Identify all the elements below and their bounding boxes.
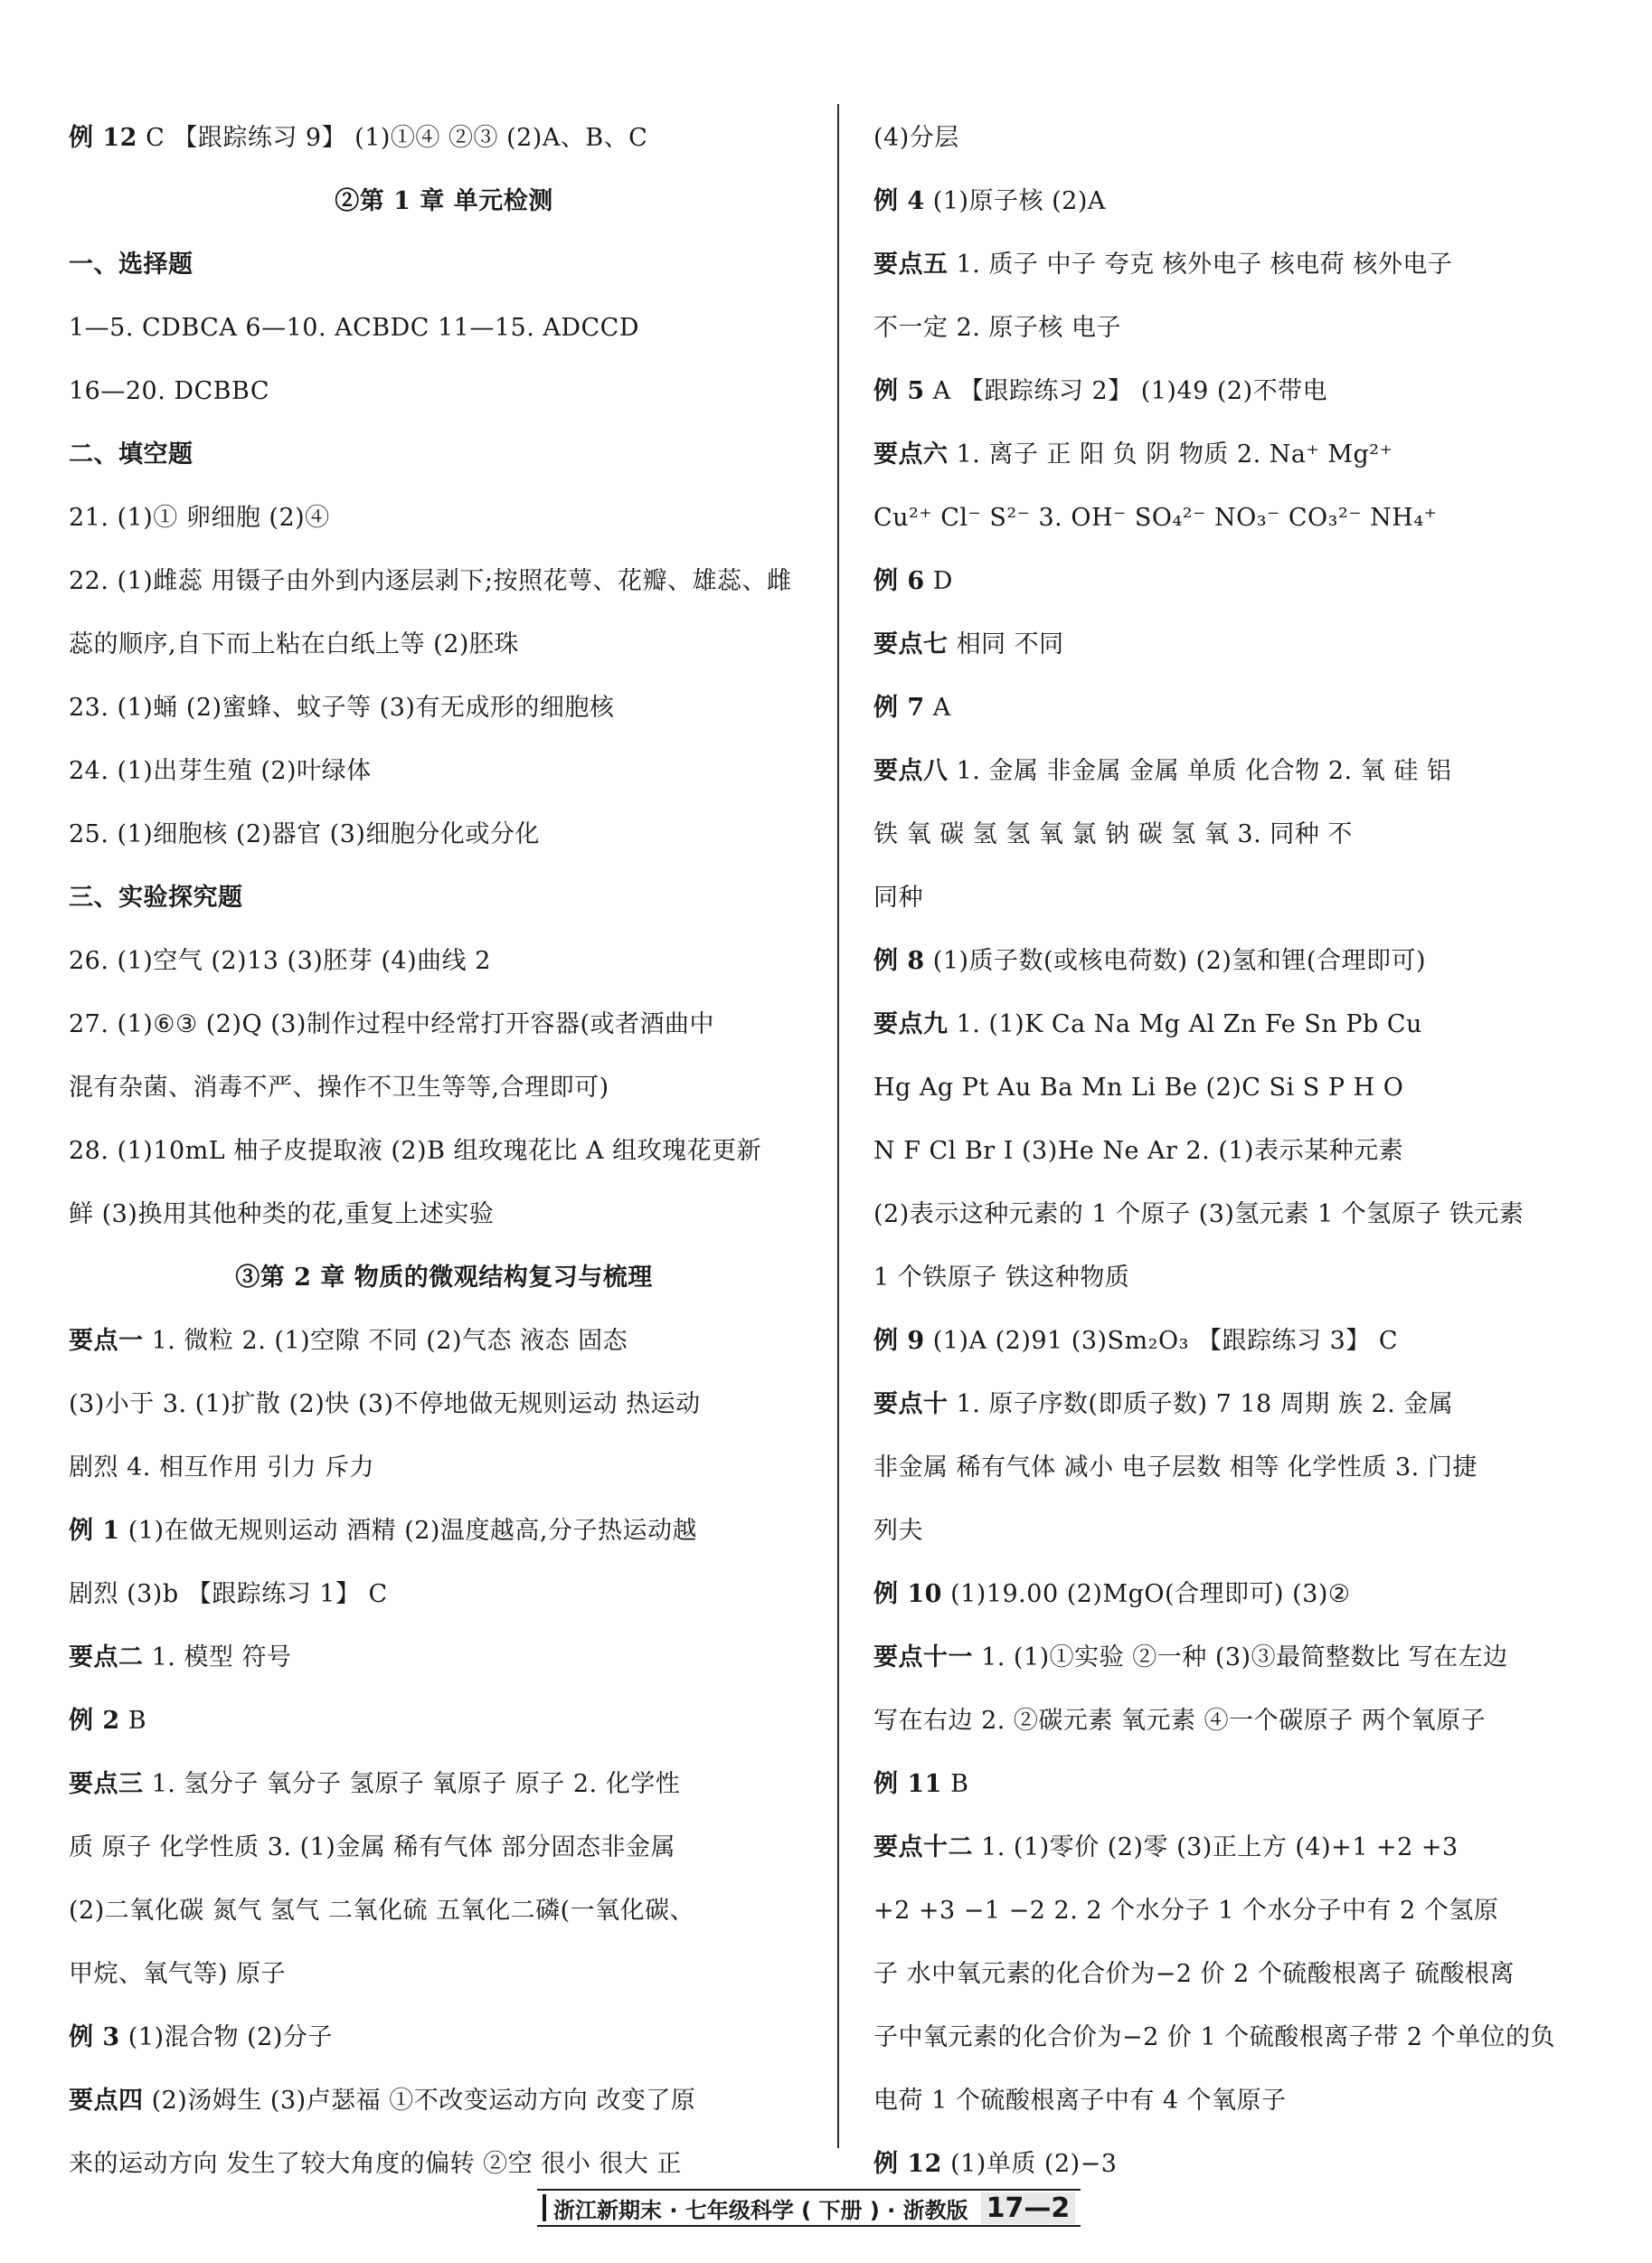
- answer-line: [69, 423, 819, 487]
- answer-line: [69, 107, 819, 170]
- answer-text: 子中氧元素的化合价为−2 价 1 个硫酸根离子带 2 个单位的负: [873, 2023, 1556, 2051]
- answer-line: [69, 1436, 819, 1500]
- answer-text: (1)混合物 (2)分子: [127, 2023, 333, 2051]
- answer-line: [873, 1943, 1597, 2006]
- answer-text: A: [932, 694, 951, 722]
- answer-line: [873, 1690, 1597, 1753]
- answer-text: 21. (1)① 卵细胞 (2)④: [69, 504, 330, 532]
- answer-text: B: [950, 1770, 969, 1798]
- answer-label: 要点二: [69, 1643, 144, 1671]
- answer-text: B: [127, 1707, 147, 1735]
- answer-text: 1. 离子 正 阳 负 阴 物质 2. Na⁺ Mg²⁺: [956, 440, 1393, 469]
- answer-text: (1)质子数(或核电荷数) (2)氢和锂(合理即可): [932, 947, 1426, 975]
- answer-line: [873, 1753, 1597, 1816]
- answer-line: [69, 1310, 819, 1373]
- answer-line: [873, 233, 1597, 297]
- answer-label: 要点五: [873, 251, 949, 279]
- answer-text: 子 水中氧元素的化合价为−2 价 2 个硫酸根离子 硫酸根离: [873, 1960, 1515, 1988]
- answer-text: 24. (1)出芽生殖 (2)叶绿体: [69, 757, 372, 785]
- answer-text: ③第 2 章 物质的微观结构复习与梳理: [235, 1264, 653, 1292]
- answer-line: [69, 930, 819, 993]
- answer-line: [69, 1373, 819, 1436]
- right-column: [873, 107, 1597, 2196]
- answer-line: [69, 2133, 819, 2196]
- answer-text: 电荷 1 个硫酸根离子中有 4 个氧原子: [873, 2087, 1287, 2115]
- page-footer: [537, 2189, 1081, 2227]
- answer-text: 1. (1)①实验 ②一种 (3)③最简整数比 写在左边: [981, 1643, 1508, 1671]
- answer-label: 要点六: [873, 440, 949, 469]
- answer-label: 例 7: [873, 694, 925, 722]
- answer-text: 写在右边 2. ②碳元素 氧元素 ④一个碳原子 两个氧原子: [873, 1707, 1487, 1735]
- answer-line: [69, 1563, 819, 1626]
- answer-text: 铁 氧 碳 氢 氢 氧 氯 钠 碳 氢 氧 3. 同种 不: [873, 820, 1353, 848]
- answer-text: C 【跟踪练习 9】 (1)①④ ②③ (2)A、B、C: [146, 124, 648, 152]
- answer-label: 例 2: [69, 1707, 120, 1735]
- answer-line: [69, 233, 819, 297]
- answer-line: [873, 170, 1597, 233]
- answer-text: Hg Ag Pt Au Ba Mn Li Be (2)C Si S P H O: [873, 1074, 1404, 1102]
- answer-line: [873, 930, 1597, 993]
- answer-line: [873, 360, 1597, 423]
- answer-text: +2 +3 −1 −2 2. 2 个水分子 1 个水分子中有 2 个氢原: [873, 1897, 1499, 1925]
- answer-line: [69, 866, 819, 930]
- answer-line: [69, 360, 819, 423]
- answer-text: 1. 质子 中子 夸克 核外电子 核电荷 核外电子: [956, 251, 1453, 279]
- answer-text: 混有杂菌、消毒不严、操作不卫生等等,合理即可): [69, 1074, 609, 1102]
- answer-line: [69, 1120, 819, 1183]
- answer-line: [873, 297, 1597, 360]
- answer-text: 质 原子 化学性质 3. (1)金属 稀有气体 部分固态非金属: [69, 1833, 676, 1861]
- answer-text: ②第 1 章 单元检测: [335, 187, 553, 215]
- answer-text: (3)小于 3. (1)扩散 (2)快 (3)不停地做无规则运动 热运动: [69, 1390, 701, 1418]
- answer-line: [873, 613, 1597, 677]
- answer-label: 例 12: [69, 124, 137, 152]
- answer-text: 剧烈 (3)b 【跟踪练习 1】 C: [69, 1580, 388, 1608]
- answer-text: 23. (1)蛹 (2)蜜蜂、蚊子等 (3)有无成形的细胞核: [69, 694, 615, 722]
- answer-text: (1)19.00 (2)MgO(合理即可) (3)②: [950, 1580, 1351, 1608]
- answer-line: [873, 2006, 1597, 2069]
- answer-line: [69, 2006, 819, 2069]
- answer-line: [69, 297, 819, 360]
- answer-text: (1)原子核 (2)A: [932, 187, 1106, 215]
- answer-text: 22. (1)雌蕊 用镊子由外到内逐层剥下;按照花萼、花瓣、雄蕊、雌: [69, 567, 792, 595]
- answer-label: 例 11: [873, 1770, 942, 1798]
- answer-line: [873, 740, 1597, 803]
- column-divider: [837, 104, 839, 2148]
- answer-label: 例 6: [873, 567, 925, 595]
- answer-line: [873, 677, 1597, 740]
- answer-line: [69, 1500, 819, 1563]
- answer-label: 要点一: [69, 1327, 144, 1355]
- answer-text: 1. (1)K Ca Na Mg Al Zn Fe Sn Pb Cu: [956, 1010, 1422, 1038]
- answer-line: [873, 1246, 1597, 1310]
- answer-label: 要点十二: [873, 1833, 973, 1861]
- answer-text: 三、实验探究题: [69, 884, 243, 912]
- answer-line: [69, 1246, 819, 1310]
- answer-text: (1)在做无规则运动 酒精 (2)温度越高,分子热运动越: [127, 1517, 698, 1545]
- answer-text: D: [932, 567, 953, 595]
- answer-line: [69, 613, 819, 677]
- answer-label: 要点十: [873, 1390, 949, 1418]
- answer-line: [69, 1880, 819, 1943]
- answer-text: 1. 微粒 2. (1)空隙 不同 (2)气态 液态 固态: [151, 1327, 628, 1355]
- answer-line: [69, 550, 819, 613]
- answer-line: [873, 423, 1597, 487]
- answer-text: 相同 不同: [956, 630, 1064, 658]
- answer-line: [69, 1690, 819, 1753]
- answer-line: [69, 803, 819, 866]
- answer-text: 二、填空题: [69, 440, 194, 469]
- footer-title: 浙江新期末 · 七年级科学 ( 下册 ) · 浙教版: [553, 2197, 968, 2223]
- answer-label: 例 12: [873, 2150, 942, 2178]
- answer-line: [873, 1500, 1597, 1563]
- answer-line: [69, 2069, 819, 2133]
- answer-text: (1)单质 (2)−3: [950, 2150, 1118, 2178]
- page-number: 17—2: [981, 2192, 1076, 2224]
- answer-line: [873, 2133, 1597, 2196]
- answer-line: [873, 1436, 1597, 1500]
- answer-line: [873, 1880, 1597, 1943]
- answer-line: [873, 803, 1597, 866]
- answer-text: 一、选择题: [69, 251, 194, 279]
- footer-bar: [543, 2194, 546, 2221]
- answer-text: 26. (1)空气 (2)13 (3)胚芽 (4)曲线 2: [69, 947, 491, 975]
- answer-label: 例 1: [69, 1517, 120, 1545]
- answer-line: [69, 1183, 819, 1246]
- answer-line: [69, 740, 819, 803]
- answer-text: 1. 金属 非金属 金属 单质 化合物 2. 氧 硅 铝: [956, 757, 1452, 785]
- answer-text: 1. (1)零价 (2)零 (3)正上方 (4)+1 +2 +3: [981, 1833, 1458, 1861]
- answer-label: 例 5: [873, 377, 925, 405]
- answer-line: [873, 993, 1597, 1056]
- answer-line: [69, 993, 819, 1056]
- answer-text: 27. (1)⑥③ (2)Q (3)制作过程中经常打开容器(或者酒曲中: [69, 1010, 715, 1038]
- answer-text: 28. (1)10mL 柚子皮提取液 (2)B 组玫瑰花比 A 组玫瑰花更新: [69, 1137, 762, 1165]
- answer-text: 剧烈 4. 相互作用 引力 斥力: [69, 1453, 375, 1482]
- answer-label: 例 3: [69, 2023, 120, 2051]
- answer-text: (2)表示这种元素的 1 个原子 (3)氢元素 1 个氢原子 铁元素: [873, 1200, 1525, 1228]
- answer-text: Cu²⁺ Cl⁻ S²⁻ 3. OH⁻ SO₄²⁻ NO₃⁻ CO₃²⁻ NH₄⁺: [873, 504, 1438, 532]
- answer-label: 要点四: [69, 2087, 144, 2115]
- answer-label: 例 4: [873, 187, 925, 215]
- answer-line: [873, 866, 1597, 930]
- answer-text: 非金属 稀有气体 减小 电子层数 相等 化学性质 3. 门捷: [873, 1453, 1477, 1482]
- answer-text: A 【跟踪练习 2】 (1)49 (2)不带电: [932, 377, 1328, 405]
- answer-line: [873, 1310, 1597, 1373]
- answer-label: 要点十一: [873, 1643, 973, 1671]
- answer-text: 1 个铁原子 铁这种物质: [873, 1264, 1130, 1292]
- answer-text: 25. (1)细胞核 (2)器官 (3)细胞分化或分化: [69, 820, 540, 848]
- answer-label: 例 9: [873, 1327, 925, 1355]
- answer-line: [69, 1943, 819, 2006]
- answer-line: [873, 107, 1597, 170]
- answer-line: [69, 1753, 819, 1816]
- answer-label: 例 8: [873, 947, 925, 975]
- answer-line: [69, 1626, 819, 1690]
- answer-text: 蕊的顺序,自下而上粘在白纸上等 (2)胚珠: [69, 630, 519, 658]
- answer-text: 不一定 2. 原子核 电子: [873, 314, 1122, 342]
- answer-line: [69, 677, 819, 740]
- answer-line: [69, 1816, 819, 1880]
- answer-line: [69, 1056, 819, 1120]
- answer-text: 列夫: [873, 1517, 923, 1545]
- answer-text: N F Cl Br I (3)He Ne Ar 2. (1)表示某种元素: [873, 1137, 1404, 1165]
- answer-text: 1. 原子序数(即质子数) 7 18 周期 族 2. 金属: [956, 1390, 1454, 1418]
- answer-line: [873, 1120, 1597, 1183]
- answer-label: 要点七: [873, 630, 949, 658]
- answer-line: [873, 1056, 1597, 1120]
- answer-label: 要点八: [873, 757, 949, 785]
- left-column: [69, 107, 819, 2196]
- answer-line: [873, 2069, 1597, 2133]
- answer-text: 1. 氢分子 氧分子 氢原子 氧原子 原子 2. 化学性: [151, 1770, 681, 1798]
- answer-line: [873, 1626, 1597, 1690]
- answer-line: [873, 1816, 1597, 1880]
- answer-text: (4)分层: [873, 124, 959, 152]
- answer-text: 1—5. CDBCA 6—10. ACBDC 11—15. ADCCD: [69, 314, 639, 342]
- answer-text: 1. 模型 符号: [151, 1643, 292, 1671]
- answer-line: [873, 487, 1597, 550]
- answer-text: 16—20. DCBBC: [69, 377, 270, 405]
- answer-line: [69, 487, 819, 550]
- answer-text: 同种: [873, 884, 923, 912]
- answer-text: (2)二氧化碳 氮气 氢气 二氧化硫 五氧化二磷(一氧化碳、: [69, 1897, 695, 1925]
- answer-line: [873, 1183, 1597, 1246]
- answer-line: [69, 170, 819, 233]
- answer-line: [873, 550, 1597, 613]
- answer-text: 鲜 (3)换用其他种类的花,重复上述实验: [69, 1200, 495, 1228]
- answer-line: [873, 1373, 1597, 1436]
- answer-text: (1)A (2)91 (3)Sm₂O₃ 【跟踪练习 3】 C: [932, 1327, 1399, 1355]
- answer-label: 要点三: [69, 1770, 144, 1798]
- answer-label: 例 10: [873, 1580, 942, 1608]
- answer-line: [873, 1563, 1597, 1626]
- answer-label: 要点九: [873, 1010, 949, 1038]
- answer-text: 来的运动方向 发生了较大角度的偏转 ②空 很小 很大 正: [69, 2150, 682, 2178]
- answer-text: (2)汤姆生 (3)卢瑟福 ①不改变运动方向 改变了原: [151, 2087, 696, 2115]
- answer-text: 甲烷、氧气等) 原子: [69, 1960, 287, 1988]
